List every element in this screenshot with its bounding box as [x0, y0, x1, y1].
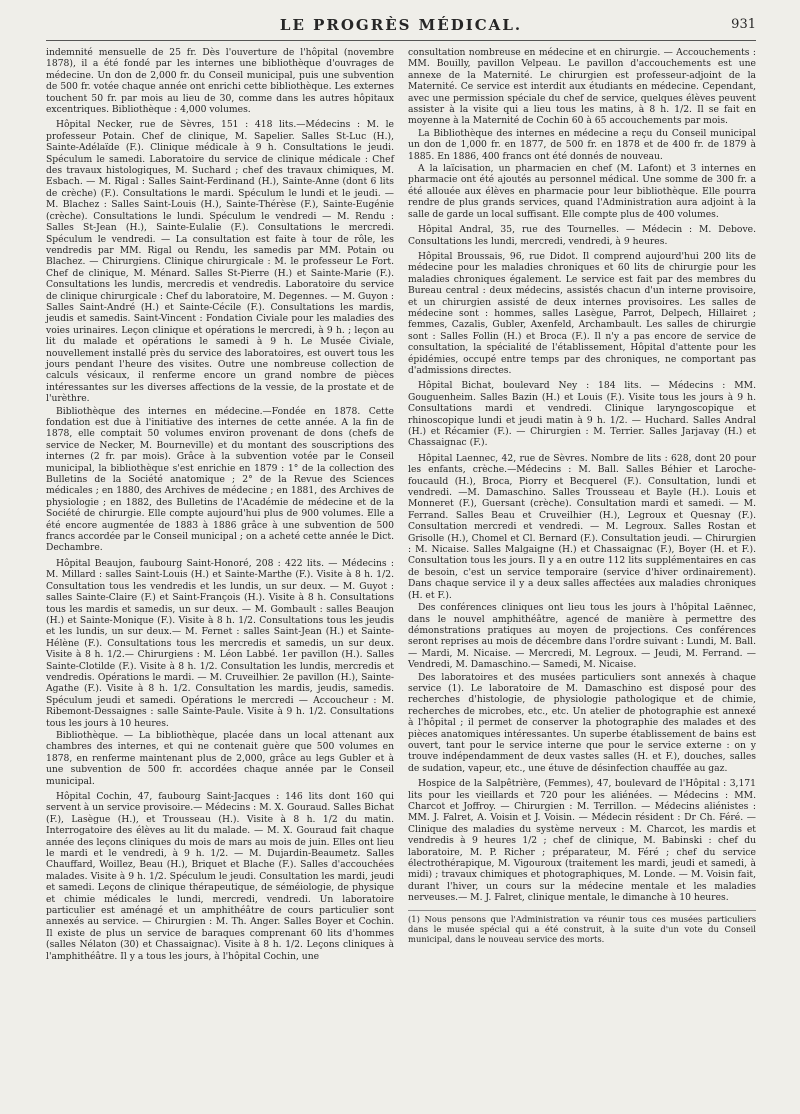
journal-title: LE PROGRÈS MÉDICAL.: [279, 16, 523, 34]
paragraph: Hôpital Cochin, 47, faubourg Saint-Jacques : 146 lits dont 160 qui servent à un service provisoire.— Médecins : M. X. Gouraud. Salles Bichat (F.), Lasègue (H.), et Trousseau (H.). Visite à 8 h. 1/2 du matin. Interrogatoire des élèves au lit du malade. — M. X. Gouraud fait chaque année des leçons cliniques du mois de mars au mois de juin. Elles ont lieu le mardi et le vendredi, à 9 h. 1/2. — M. Dujardin-Beaumetz. Salles Chauffard, Woillez, Beau (H.), Briquet et Blache (F.). Salles d'accouchées malades. Visite à 9 h. 1/2. Spéculum le jeudi. Consultation les mardi, jeudi et samedi. Leçons de clinique thérapeutique, de séméiologie, de physique et chimie médicales le lundi, mercredi, vendredi. Un laboratoire particulier est aménagé et un amphithéâtre de cours particulier sont annexés au service. — Chirurgien : M. Th. Anger. Salles Boyer et Cochin. Il existe de plus un service de baraques comprenant 60 lits d'hommes (salles Nélaton (30) et Chassaignac). Visite à 8 h. 1/2. Leçons cliniques à l'amphithéâtre. Il y a tous les jours, à l'hôpital Cochin, une: [46, 791, 394, 962]
paragraph: indemnité mensuelle de 25 fr. Dès l'ouverture de l'hôpital (novembre 1878), il a été fondé par les internes une bibliothèque d'ouvrages de médecine. Un don de 2,000 fr. du Conseil municipal, puis une subvention de 500 fr. votée chaque année ont enrichi cette bibliothèque. Les externes touchent 50 fr. par mois au lieu de 30, comme dans les autres hôpitaux excentriques. Bibliothèque : 4,000 volumes.: [46, 47, 394, 116]
page-number: 931: [731, 17, 756, 32]
paragraph: Hôpital Beaujon, faubourg Saint-Honoré, 208 : 422 lits. — Médecins : M. Millard : salles Saint-Louis (H.) et Sainte-Marthe (F.). Visite à 8 h. 1/2. Consultation tous les vendredis et les lundis, un sur deux. — M. Guyot : salles Sainte-Claire (F.) et Saint-François (H.). Visite à 8 h. Consultations tous les mardis et samedis, un sur deux. — M. Gombault : salles Beaujon (H.) et Sainte-Monique (F.). Visite à 8 h. 1/2. Consultations tous les jeudis et les lundis, un sur deux.— M. Fernet : salles Saint-Jean (H.) et Sainte-Hélène (F.). Consultations tous les mercredis et samedis, un sur deux. Visite à 8 h. 1/2.— Chirurgiens : M. Léon Labbé. 1er pavillon (H.). Salles Sainte-Clotilde (F.). Visite à 8 h. 1/2. Consultation les lundis, mercredis et vendredis. Opérations le mardi. — M. Cruveilhier. 2e pavillon (H.), Sainte-Agathe (F.). Visite à 8 h. 1/2. Consultation les mardis, jeudis, samedis. Spéculum jeudi et samedi. Opérations le mercredi — Accoucheur : M. Ribemont-Dessaignes : salle Sainte-Paule. Visite à 9 h. 1/2. Consultations tous les jours à 10 heures.: [46, 557, 394, 729]
paragraph: Hôpital Necker, rue de Sèvres, 151 : 418 lits.—Médecins : M. le professeur Potain. Chef de clinique, M. Sapelier. Salles St-Luc (H.), Sainte-Adélaïde (F.). Clinique médicale à 9 h. Consultations le jeudi. Spéculum le samedi. Laboratoire du service de clinique médicale : Chef des travaux histologiques, M. Suchard ; chef des travaux chimiques, M. Esbach. — M. Rigal : Salles Saint-Ferdinand (H.), Sainte-Anne (dont 6 lits de crèche) (F.). Consultations le mardi. Spéculum le lundi et le jeudi. — M. Blachez : Salles Saint-Louis (H.), Sainte-Thérèse (F.), Sainte-Eugénie (crèche). Consultations le lundi. Spéculum le vendredi — M. Rendu : Salles St-Jean (H.), Sainte-Eulalie (F.). Consultations le mercredi. Spéculum le vendredi. — La consultation est faite à tour de rôle, les vendredis par MM. Rigal ou Rendu, les samedis par MM. Potain ou Blachez. — Chirurgiens. Clinique chirurgicale : M. le professeur Le Fort. Chef de clinique, M. Ménard. Salles St-Pierre (H.) et Sainte-Marie (F.). Consultations les lundis, mercredis et vendredis. Laboratoire du service de clinique chirurgicale : Chef du laboratoire, M. Degennes. — M. Guyon : Salles Saint-André (H.) et Sainte-Cécile (F.). Consultations les mardis, jeudis et samedis. Saint-Vincent : Fondation Civiale pour les maladies des voies urinaires. Leçon clinique et opérations le mercredi, à 9 h. ; leçon au lit du malade et opérations le samedi à 9 h. Le Musée Civiale, nouvellement installé près du service des laboratoires, est ouvert tous les jours pendant l'heure des visites. Outre une nombreuse collection de calculs vésicaux, il renferme encore un grand nombre de pièces intéressantes sur les diverses affections de la vessie, de la prostate et de l'urèthre.: [46, 119, 394, 405]
paragraph: Bibliothèque des internes en médecine.—Fondée en 1878. Cette fondation est due à l'initiative des internes de cette année. A la fin de 1878, elle comptait 50 volumes environ provenant de dons (chefs de service de Necker, M. Bourneville) et du montant des souscriptions des internes (2 fr. par mois). Grâce à la subvention votée par le Conseil municipal, la bibliothèque s'est enrichie en 1879 : 1° de la collection des Bulletins de la Société anatomique ; 2° de la Revue des Sciences médicales ; en 1880, des Archives de médecine ; en 1881, des Archives de physiologie ; en 1882, des Bulletins de l'Académie de médecine et de la Société de chirurgie. Elle compte aujourd'hui plus de 900 volumes. Elle a été encore augmentée de 1883 à 1886 grâce à une subvention de 500 francs accordée par le Conseil municipal ; on a acheté cette année le Dict. Dechambre.: [46, 405, 394, 554]
paragraph: Des laboratoires et des musées particuliers sont annexés à chaque service (1). Le laboratoire de M. Damaschino est disposé pour des recherches d'histologie, de physiologie pathologique et de chimie, recherches de microbes, etc., etc. Un atelier de photographie est annexé à l'hôpital ; il permet de conserver la photographie des malades et des pièces anatomiques intéressantes. Un superbe établissement de bains est ouvert, tant pour le service interne que pour le service externe : on y trouve indépendamment de deux vastes salles (H. et F.), douches, salles de sudation, vapeur, etc., une étuve de désinfection chauffée au gaz.: [408, 671, 756, 774]
paragraph: Hôpital Bichat, boulevard Ney : 184 lits. — Médecins : MM. Gouguenheim. Salles Bazin (H.) et Louis (F.). Visite tous les jours à 9 h. Consultations mardi et vendredi. Clinique laryngoscopique et rhinoscopique lundi et jeudi matin à 9 h. 1/2. — Huchard. Salles Andral (H.) et Récamier (F.). — Chirurgien : M. Terrier. Salles Jarjavay (H.) et Chassaignac (F.).: [408, 380, 756, 449]
paragraph: Bibliothèque. — La bibliothèque, placée dans un local attenant aux chambres des internes, et qui ne contenait guère que 500 volumes en 1878, en renferme maintenant plus de 2,000, grâce au legs Gubler et à une subvention de 500 fr. accordées chaque année par le Conseil municipal.: [46, 729, 394, 787]
paragraph: Hôpital Laennec, 42, rue de Sèvres. Nombre de lits : 628, dont 20 pour les enfants, crèche.—Médecins : M. Ball. Salles Béhier et Laroche-foucauld (H.), Broca, Piorry et Becquerel (F.). Consultation, lundi et vendredi. —M. Damaschino. Salles Trousseau et Bayle (H.). Louis et Monneret (F.), Guersant (crèche). Consultation mardi et samedi. — M. Ferrand. Salles Beau et Cruveilhier (H.), Legroux et Quesnay (F.). Consultation mercredi et vendredi. — M. Legroux. Salles Rostan et Grisolle (H.), Chomel et Cl. Bernard (F.). Consultation jeudi. — Chirurgien : M. Nicaise. Salles Malgaigne (H.) et Chassaignac (F.), Boyer (H. et F.). Consultation tous les jours. Il y a en outre 112 lits supplémentaires en cas de besoin, c'est un service temporaire (service d'hiver ordinairement). Dans chaque service il y a deux salles affectées aux maladies chroniques (H. et F.).: [408, 452, 756, 601]
text-columns: [46, 47, 756, 963]
right-column: [408, 47, 756, 963]
paragraph: Hospice de la Salpêtrière, (Femmes), 47, boulevard de l'Hôpital : 3,171 lits pour les vieillards et 720 pour les aliénées. — Médecins : MM. Charcot et Joffroy. — Chirurgien : M. Terrillon. — Médecins aliénistes : MM. J. Falret, A. Voisin et J. Voisin. — Médecin résident : Dr Ch. Féré. — Clinique des maladies du système nerveux : M. Charcot, les mardis et vendredis à 9 heures 1/2 ; chef de clinique, M. Babinski : chef du laboratoire, M. P. Richer ; préparateur, M. Féré ; chef du service électrothérapique, M. Vigouroux (traitement les mardi, jeudi et samedi, à midi) ; travaux chimiques et photographiques, M. Londe. — M. Voisin fait, durant l'hiver, un cours sur la médecine mentale et les maladies nerveuses.— M. J. Falret, clinique mentale, le dimanche à 10 heures.: [408, 778, 756, 904]
paragraph: A la laïcisation, un pharmacien en chef (M. Lafont) et 3 internes en pharmacie ont été ajoutés au personnel médical. Une somme de 300 fr. a été allouée aux élèves en pharmacie pour leur bibliothèque. Elle pourra rendre de plus grands services, quand l'Administration aura adjoint à la salle de garde un local suffisant. Elle compte plus de 400 volumes.: [408, 163, 756, 220]
left-column: [46, 47, 394, 963]
paragraph: Hôpital Broussais, 96, rue Didot. Il comprend aujourd'hui 200 lits de médecine pour les maladies chroniques et 60 lits de chirurgie pour les maladies chroniques également. Le service est fait par des membres du Bureau central : deux médecins, assistés chacun d'un interne provisoire, et un chirurgien assisté de deux internes provisoires. Les salles de médecine sont : hommes, salles Lasègue, Parrot, Delpech, Hillairet ; femmes, Cazalis, Gubler, Axenfeld, Archambault. Les salles de chirurgie sont : Salles Follin (H.) et Broca (F.). Il n'y a pas encore de service de consultation, la spécialité de l'établissement, Hôpital d'attente pour les épidémies, occupé entre temps par des chroniques, ne comportant pas d'admissions directes.: [408, 250, 756, 376]
footnote: (1) Nous pensons que l'Administration va réunir tous ces musées particuliers dans le musée spécial qui a été construit, à la suite d'un vote du Conseil municipal, dans le nouveau service des morts.: [408, 910, 756, 944]
paragraph: La Bibliothèque des internes en médecine a reçu du Conseil municipal un don de 1,000 fr. en 1877, de 500 fr. en 1878 et de 400 fr. de 1879 à 1885. En 1886, 400 francs ont été donnés de nouveau.: [408, 127, 756, 162]
paragraph: consultation nombreuse en médecine et en chirurgie. — Accouchements : MM. Bouilly, pavillon Velpeau. Le pavillon d'accouchements est une annexe de la Maternité. Le chirurgien est professeur-adjoint de la Maternité. Ce service est interdit aux étudiants en médecine. Cependant, avec une permission spéciale du chef de service, quelques élèves peuvent assister à la visite qui a lieu tous les matins, à 8 h. 1/2. Il se fait en moyenne à la Maternité de Cochin 60 à 65 accouchements par mois.: [408, 47, 756, 127]
paragraph: Des conférences cliniques ont lieu tous les jours à l'hôpital Laënnec, dans le nouvel amphithéâtre, agencé de manière à permettre des démonstrations pratiques au moyen de projections. Ces conférences seront reprises au mois de décembre dans l'ordre suivant : Lundi, M. Ball. — Mardi, M. Nicaise. — Mercredi, M. Legroux. — Jeudi, M. Ferrand. — Vendredi, M. Damaschino.— Samedi, M. Nicaise.: [408, 602, 756, 671]
paragraph: Hôpital Andral, 35, rue des Tournelles. — Médecin : M. Debove. Consultations les lundi, mercredi, vendredi, à 9 heures.: [408, 224, 756, 247]
page-header: [46, 14, 756, 41]
